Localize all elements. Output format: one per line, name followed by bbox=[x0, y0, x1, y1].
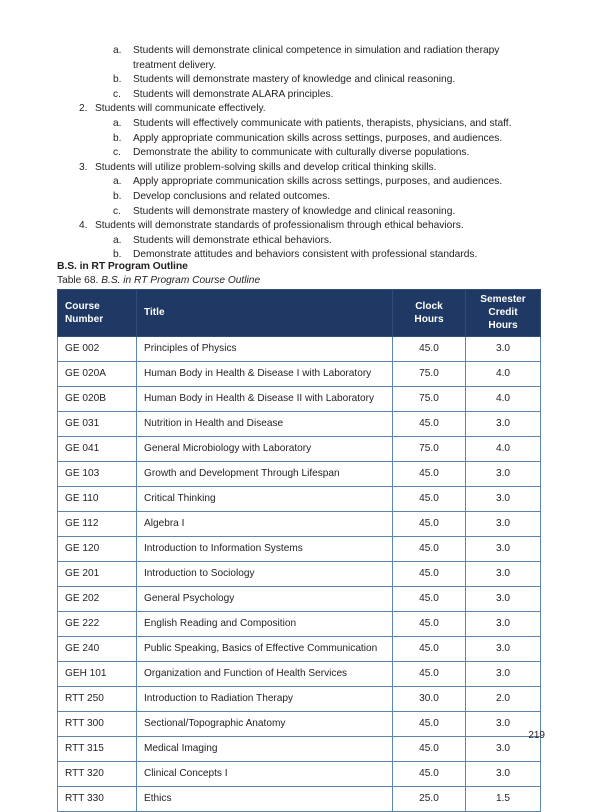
cell-title: Nutrition in Health and Disease bbox=[137, 412, 393, 437]
table-row bbox=[58, 737, 541, 762]
cell-course-number: RTT 330 bbox=[58, 787, 137, 812]
cell-clock-hours: 45.0 bbox=[393, 412, 466, 437]
cell-clock-hours: 45.0 bbox=[393, 512, 466, 537]
list-item-label: Students will demonstrate ALARA principles. bbox=[133, 88, 334, 100]
list-item-marker: c. bbox=[113, 88, 121, 100]
cell-credit-hours: 3.0 bbox=[466, 612, 541, 637]
table-row bbox=[58, 387, 541, 412]
table-row bbox=[58, 612, 541, 637]
list-item-label: Students will demonstrate mastery of knowledge and clinical reasoning. bbox=[133, 74, 456, 86]
cell-title: Clinical Concepts I bbox=[137, 762, 393, 787]
cell-course-number: GE 020B bbox=[58, 387, 137, 412]
cell-title: Algebra I bbox=[137, 512, 393, 537]
cell-title: Organization and Function of Health Services bbox=[137, 662, 393, 687]
cell-course-number: RTT 300 bbox=[58, 712, 137, 737]
cell-course-number: GE 020A bbox=[58, 362, 137, 387]
table-row bbox=[58, 462, 541, 487]
table-row bbox=[58, 762, 541, 787]
list-item bbox=[57, 175, 543, 190]
cell-title: Introduction to Information Systems bbox=[137, 537, 393, 562]
table-row bbox=[58, 487, 541, 512]
list-item-label: Demonstrate the ability to communicate with culturally diverse populations. bbox=[133, 147, 470, 159]
cell-title: Growth and Development Through Lifespan bbox=[137, 462, 393, 487]
cell-credit-hours: 3.0 bbox=[466, 737, 541, 762]
table-row bbox=[58, 512, 541, 537]
list-item-marker: c. bbox=[113, 147, 121, 159]
list-item bbox=[57, 161, 543, 176]
page-title: B.S. in RT Program Outline bbox=[57, 261, 188, 272]
list-item-label: Students will demonstrate clinical competence in simulation and radiation therapy treatment delivery. bbox=[133, 45, 500, 71]
cell-title: Sectional/Topographic Anatomy bbox=[137, 712, 393, 737]
table-row bbox=[58, 587, 541, 612]
cell-credit-hours: 3.0 bbox=[466, 762, 541, 787]
cell-title: General Microbiology with Laboratory bbox=[137, 437, 393, 462]
table-row bbox=[58, 537, 541, 562]
list-item-marker: 4. bbox=[79, 220, 88, 232]
table-body bbox=[58, 337, 541, 812]
list-item-marker: c. bbox=[113, 205, 121, 217]
cell-title: Medical Imaging bbox=[137, 737, 393, 762]
table-row bbox=[58, 662, 541, 687]
list-item bbox=[57, 234, 543, 249]
cell-title: Introduction to Sociology bbox=[137, 562, 393, 587]
table-row bbox=[58, 337, 541, 362]
table-row bbox=[58, 787, 541, 812]
cell-clock-hours: 75.0 bbox=[393, 387, 466, 412]
cell-course-number: GE 041 bbox=[58, 437, 137, 462]
cell-course-number: GE 110 bbox=[58, 487, 137, 512]
cell-credit-hours: 3.0 bbox=[466, 637, 541, 662]
cell-clock-hours: 45.0 bbox=[393, 337, 466, 362]
list-item bbox=[57, 117, 543, 132]
list-item-label: Students will communicate effectively. bbox=[95, 103, 266, 115]
list-item-marker: a. bbox=[113, 234, 122, 246]
cell-credit-hours: 4.0 bbox=[466, 437, 541, 462]
table-header-row bbox=[58, 290, 541, 337]
list-item bbox=[57, 190, 543, 205]
list-item-marker: b. bbox=[113, 190, 122, 202]
cell-course-number: GE 112 bbox=[58, 512, 137, 537]
list-item bbox=[57, 146, 543, 161]
table-caption-title: B.S. in RT Program Course Outline bbox=[101, 275, 261, 286]
list-item-label: Students will effectively communicate with patients, therapists, physicians, and staff. bbox=[133, 117, 512, 129]
cell-course-number: RTT 320 bbox=[58, 762, 137, 787]
table-row bbox=[58, 437, 541, 462]
table-caption bbox=[57, 275, 260, 286]
table-row bbox=[58, 362, 541, 387]
list-item bbox=[57, 102, 543, 117]
list-item-marker: 2. bbox=[79, 103, 88, 115]
list-item bbox=[57, 219, 543, 234]
cell-credit-hours: 1.5 bbox=[466, 787, 541, 812]
cell-title: Introduction to Radiation Therapy bbox=[137, 687, 393, 712]
cell-clock-hours: 45.0 bbox=[393, 612, 466, 637]
column-header-clock-hours: Clock Hours bbox=[393, 290, 466, 337]
cell-clock-hours: 25.0 bbox=[393, 787, 466, 812]
page-number: 219 bbox=[528, 730, 545, 741]
column-header-course-number: Course Number bbox=[58, 290, 137, 337]
cell-credit-hours: 3.0 bbox=[466, 712, 541, 737]
list-item-label: Students will demonstrate standards of professionalism through ethical behaviors. bbox=[95, 220, 464, 232]
cell-credit-hours: 3.0 bbox=[466, 662, 541, 687]
list-item bbox=[57, 88, 543, 103]
cell-credit-hours: 3.0 bbox=[466, 337, 541, 362]
cell-credit-hours: 4.0 bbox=[466, 387, 541, 412]
list-item-marker: b. bbox=[113, 249, 122, 261]
cell-title: Public Speaking, Basics of Effective Communication bbox=[137, 637, 393, 662]
cell-course-number: GE 120 bbox=[58, 537, 137, 562]
column-header-credit-hours: Semester Credit Hours bbox=[466, 290, 541, 337]
table-caption-label: Table 68. bbox=[57, 275, 99, 286]
list-item-marker: 3. bbox=[79, 161, 88, 173]
cell-title: Critical Thinking bbox=[137, 487, 393, 512]
cell-credit-hours: 3.0 bbox=[466, 512, 541, 537]
list-item-marker: a. bbox=[113, 176, 122, 188]
cell-clock-hours: 45.0 bbox=[393, 712, 466, 737]
list-item bbox=[57, 205, 543, 220]
cell-credit-hours: 4.0 bbox=[466, 362, 541, 387]
list-item-marker: a. bbox=[113, 45, 122, 56]
cell-clock-hours: 75.0 bbox=[393, 437, 466, 462]
list-item-label: Demonstrate attitudes and behaviors consistent with professional standards. bbox=[133, 249, 478, 261]
table-row bbox=[58, 712, 541, 737]
cell-clock-hours: 45.0 bbox=[393, 737, 466, 762]
cell-clock-hours: 45.0 bbox=[393, 562, 466, 587]
cell-clock-hours: 45.0 bbox=[393, 662, 466, 687]
cell-clock-hours: 45.0 bbox=[393, 637, 466, 662]
cell-credit-hours: 3.0 bbox=[466, 537, 541, 562]
list-item-label: Apply appropriate communication skills across settings, purposes, and audiences. bbox=[133, 176, 503, 188]
cell-title: General Psychology bbox=[137, 587, 393, 612]
cell-clock-hours: 45.0 bbox=[393, 762, 466, 787]
cell-clock-hours: 45.0 bbox=[393, 462, 466, 487]
cell-clock-hours: 45.0 bbox=[393, 587, 466, 612]
cell-course-number: GE 002 bbox=[58, 337, 137, 362]
list-item-label: Students will utilize problem-solving skills and develop critical thinking skills. bbox=[95, 161, 437, 173]
table-row bbox=[58, 562, 541, 587]
table-row bbox=[58, 687, 541, 712]
cell-credit-hours: 3.0 bbox=[466, 412, 541, 437]
cell-course-number: GE 202 bbox=[58, 587, 137, 612]
cell-credit-hours: 3.0 bbox=[466, 587, 541, 612]
cell-credit-hours: 3.0 bbox=[466, 462, 541, 487]
cell-credit-hours: 3.0 bbox=[466, 487, 541, 512]
cell-credit-hours: 2.0 bbox=[466, 687, 541, 712]
course-outline-table bbox=[57, 289, 541, 812]
program-outcomes-list bbox=[57, 44, 543, 263]
cell-title: English Reading and Composition bbox=[137, 612, 393, 637]
column-header-title: Title bbox=[137, 290, 393, 337]
cell-course-number: GE 031 bbox=[58, 412, 137, 437]
cell-clock-hours: 30.0 bbox=[393, 687, 466, 712]
cell-course-number: RTT 315 bbox=[58, 737, 137, 762]
cell-title: Human Body in Health & Disease II with Laboratory bbox=[137, 387, 393, 412]
list-item-marker: b. bbox=[113, 132, 122, 144]
cell-clock-hours: 75.0 bbox=[393, 362, 466, 387]
cell-credit-hours: 3.0 bbox=[466, 562, 541, 587]
list-item-marker: b. bbox=[113, 74, 122, 86]
list-item bbox=[57, 132, 543, 147]
list-item bbox=[57, 44, 543, 73]
cell-course-number: GE 240 bbox=[58, 637, 137, 662]
cell-course-number: GE 103 bbox=[58, 462, 137, 487]
cell-clock-hours: 45.0 bbox=[393, 487, 466, 512]
table-row bbox=[58, 412, 541, 437]
list-item-label: Develop conclusions and related outcomes. bbox=[133, 190, 331, 202]
list-item-label: Students will demonstrate ethical behaviors. bbox=[133, 234, 332, 246]
table-row bbox=[58, 637, 541, 662]
cell-course-number: GEH 101 bbox=[58, 662, 137, 687]
cell-title: Principles of Physics bbox=[137, 337, 393, 362]
cell-clock-hours: 45.0 bbox=[393, 537, 466, 562]
cell-course-number: RTT 250 bbox=[58, 687, 137, 712]
list-item-label: Students will demonstrate mastery of knowledge and clinical reasoning. bbox=[133, 205, 456, 217]
cell-title: Human Body in Health & Disease I with Laboratory bbox=[137, 362, 393, 387]
cell-course-number: GE 222 bbox=[58, 612, 137, 637]
list-item-marker: a. bbox=[113, 117, 122, 129]
list-item bbox=[57, 73, 543, 88]
cell-course-number: GE 201 bbox=[58, 562, 137, 587]
cell-title: Ethics bbox=[137, 787, 393, 812]
list-item-label: Apply appropriate communication skills across settings, purposes, and audiences. bbox=[133, 132, 503, 144]
